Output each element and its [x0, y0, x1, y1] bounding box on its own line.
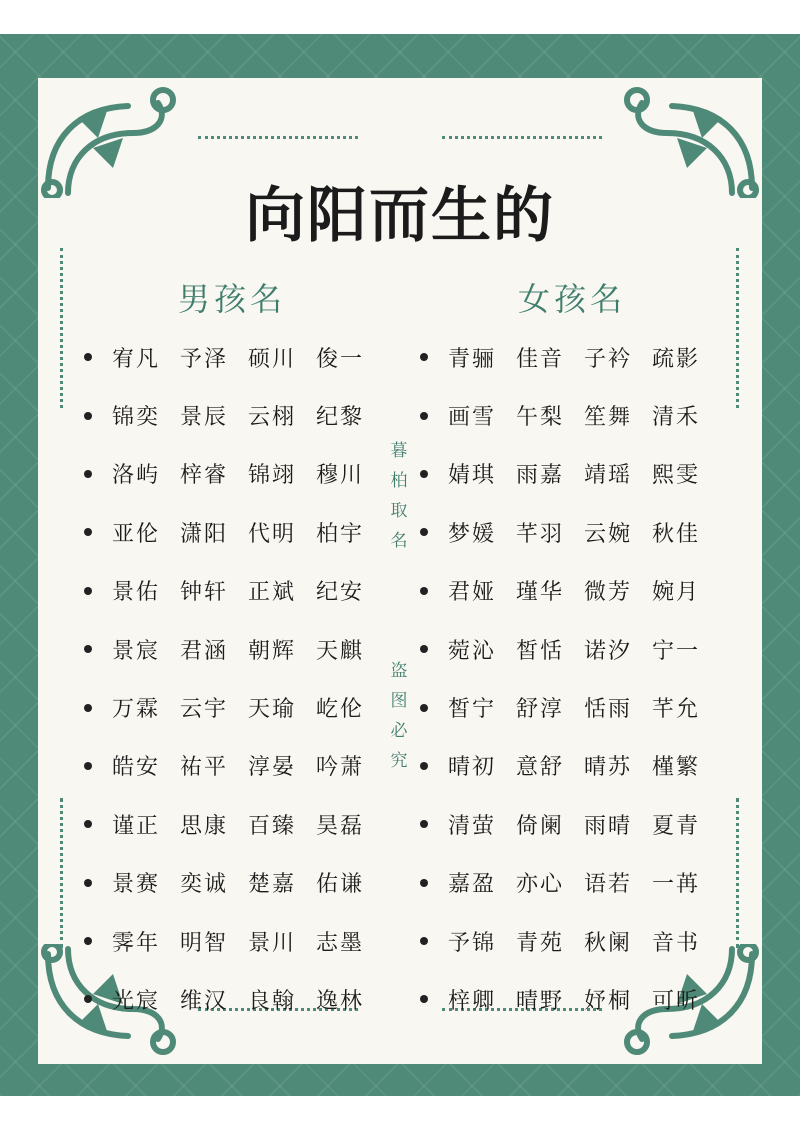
girl-name: 云婉 — [584, 521, 633, 547]
girl-name: 画雪 — [448, 405, 497, 431]
watermark-char: 图 — [390, 691, 408, 711]
boy-name: 祐平 — [180, 755, 229, 781]
girl-name: 夏青 — [652, 813, 701, 839]
dotted-divider — [198, 136, 358, 139]
bullet-icon — [420, 995, 428, 1003]
girl-name: 语若 — [584, 872, 633, 898]
girl-name: 瑾华 — [516, 580, 565, 606]
girl-row — [420, 970, 720, 1028]
dotted-divider — [60, 248, 63, 408]
bullet-icon — [84, 995, 92, 1003]
boy-name: 俊一 — [316, 346, 365, 372]
boy-name: 予泽 — [180, 346, 229, 372]
bullet-icon — [420, 820, 428, 828]
bullet-icon — [84, 587, 92, 595]
boy-name: 纪黎 — [316, 405, 365, 431]
boy-row — [84, 912, 384, 970]
girl-name: 秋阑 — [584, 930, 633, 956]
boy-row — [84, 562, 384, 620]
bullet-icon — [84, 528, 92, 536]
watermark-char: 名 — [390, 531, 408, 551]
girls-name-list — [420, 328, 720, 1029]
bullet-icon — [420, 470, 428, 478]
boy-name: 思康 — [180, 813, 229, 839]
boy-row — [84, 970, 384, 1028]
girl-row — [420, 503, 720, 561]
bullet-icon — [84, 820, 92, 828]
girl-name: 笙舞 — [584, 405, 633, 431]
girl-name: 雨嘉 — [516, 463, 565, 489]
bullet-icon — [420, 762, 428, 770]
boy-name: 景佑 — [112, 580, 161, 606]
page-title: 向阳而生的 — [245, 181, 555, 251]
girl-name: 君娅 — [448, 580, 497, 606]
girl-row — [420, 912, 720, 970]
boy-name: 志墨 — [316, 930, 365, 956]
boy-row — [84, 445, 384, 503]
bullet-icon — [420, 353, 428, 361]
boy-name: 皓安 — [112, 755, 161, 781]
boy-name: 光宸 — [112, 988, 161, 1014]
boy-row — [84, 620, 384, 678]
girl-name: 皙恬 — [516, 638, 565, 664]
boy-name: 君涵 — [180, 638, 229, 664]
girl-name: 清萤 — [448, 813, 497, 839]
boy-name: 逸林 — [316, 988, 365, 1014]
girl-name: 宁一 — [652, 638, 701, 664]
watermark-char: 暮 — [390, 441, 408, 461]
boy-row — [84, 328, 384, 386]
boy-name: 梓睿 — [180, 463, 229, 489]
boy-name: 奕诚 — [180, 872, 229, 898]
girl-name: 梦媛 — [448, 521, 497, 547]
boy-name: 亚伦 — [112, 521, 161, 547]
boy-name: 纪安 — [316, 580, 365, 606]
girl-row — [420, 678, 720, 736]
boy-name: 正斌 — [248, 580, 297, 606]
girl-name: 芊允 — [652, 697, 701, 723]
boy-name: 万霖 — [112, 697, 161, 723]
girl-name: 青苑 — [516, 930, 565, 956]
boy-name: 良翰 — [248, 988, 297, 1014]
watermark-vertical-top — [384, 436, 414, 556]
girl-name: 晴野 — [516, 988, 565, 1014]
girl-name: 午梨 — [516, 405, 565, 431]
boy-name: 昊磊 — [316, 813, 365, 839]
bullet-icon — [84, 645, 92, 653]
boy-name: 淳晏 — [248, 755, 297, 781]
boy-name: 锦翊 — [248, 463, 297, 489]
bullet-icon — [84, 762, 92, 770]
girl-name: 青骊 — [448, 346, 497, 372]
boy-name: 天麒 — [316, 638, 365, 664]
girl-name: 佳音 — [516, 346, 565, 372]
girl-row — [420, 445, 720, 503]
dotted-divider — [442, 136, 602, 139]
boy-name: 洛屿 — [112, 463, 161, 489]
boy-name: 柏宇 — [316, 521, 365, 547]
bullet-icon — [420, 704, 428, 712]
boy-name: 代明 — [248, 521, 297, 547]
dotted-divider — [60, 798, 63, 948]
girl-name: 恬雨 — [584, 697, 633, 723]
girl-name: 妤桐 — [584, 988, 633, 1014]
boy-name: 钟轩 — [180, 580, 229, 606]
bullet-icon — [420, 879, 428, 887]
bullet-icon — [84, 937, 92, 945]
boy-name: 云宇 — [180, 697, 229, 723]
boy-name: 景赛 — [112, 872, 161, 898]
boy-name: 霁年 — [112, 930, 161, 956]
girl-name: 靖瑶 — [584, 463, 633, 489]
girl-name: 予锦 — [448, 930, 497, 956]
girl-name: 芊羽 — [516, 521, 565, 547]
girl-name: 倚阑 — [516, 813, 565, 839]
bullet-icon — [420, 587, 428, 595]
dotted-divider — [736, 798, 739, 948]
boy-row — [84, 854, 384, 912]
girl-name: 亦心 — [516, 872, 565, 898]
boy-name: 穆川 — [316, 463, 365, 489]
girl-row — [420, 795, 720, 853]
girl-name: 槿繁 — [652, 755, 701, 781]
girl-name: 秋佳 — [652, 521, 701, 547]
boy-row — [84, 795, 384, 853]
girl-row — [420, 854, 720, 912]
girl-name: 可昕 — [652, 988, 701, 1014]
bullet-icon — [84, 704, 92, 712]
girl-name: 晴初 — [448, 755, 497, 781]
boys-name-list — [84, 328, 384, 1029]
boy-name: 维汉 — [180, 988, 229, 1014]
watermark-char: 盗 — [390, 661, 408, 681]
boy-name: 天瑜 — [248, 697, 297, 723]
boys-heading: 男孩名 — [178, 280, 287, 318]
boy-name: 楚嘉 — [248, 872, 297, 898]
bullet-icon — [84, 879, 92, 887]
girl-row — [420, 562, 720, 620]
watermark-char: 究 — [390, 751, 408, 771]
boy-name: 潇阳 — [180, 521, 229, 547]
girl-name: 婉月 — [652, 580, 701, 606]
girl-name: 嘉盈 — [448, 872, 497, 898]
bullet-icon — [420, 412, 428, 420]
girl-name: 舒淳 — [516, 697, 565, 723]
decorative-frame — [0, 34, 800, 1096]
bullet-icon — [420, 937, 428, 945]
boy-name: 佑谦 — [316, 872, 365, 898]
girl-row — [420, 328, 720, 386]
boy-name: 百臻 — [248, 813, 297, 839]
boy-name: 谨正 — [112, 813, 161, 839]
bullet-icon — [420, 645, 428, 653]
bullet-icon — [84, 412, 92, 420]
content-card — [38, 78, 762, 1064]
boy-name: 云栩 — [248, 405, 297, 431]
watermark-char: 必 — [390, 721, 408, 741]
bullet-icon — [420, 528, 428, 536]
boy-row — [84, 737, 384, 795]
boy-row — [84, 386, 384, 444]
boy-name: 朝辉 — [248, 638, 297, 664]
girl-name: 音书 — [652, 930, 701, 956]
girl-row — [420, 386, 720, 444]
boy-name: 景川 — [248, 930, 297, 956]
girls-heading: 女孩名 — [518, 280, 627, 318]
girl-name: 诺汐 — [584, 638, 633, 664]
girl-name: 菀沁 — [448, 638, 497, 664]
girl-name: 婧琪 — [448, 463, 497, 489]
girl-name: 熙雯 — [652, 463, 701, 489]
girl-row — [420, 620, 720, 678]
girl-name: 子衿 — [584, 346, 633, 372]
boy-row — [84, 678, 384, 736]
girl-name: 疏影 — [652, 346, 701, 372]
girl-name: 梓卿 — [448, 988, 497, 1014]
boy-name: 宥凡 — [112, 346, 161, 372]
boy-row — [84, 503, 384, 561]
girl-name: 皙宁 — [448, 697, 497, 723]
girl-name: 晴苏 — [584, 755, 633, 781]
watermark-vertical-bottom — [384, 656, 414, 776]
girl-name: 雨晴 — [584, 813, 633, 839]
girl-name: 清禾 — [652, 405, 701, 431]
girl-name: 意舒 — [516, 755, 565, 781]
boy-name: 屹伦 — [316, 697, 365, 723]
girl-row — [420, 737, 720, 795]
boy-name: 明智 — [180, 930, 229, 956]
boy-name: 吟萧 — [316, 755, 365, 781]
bullet-icon — [84, 353, 92, 361]
watermark-char: 柏 — [390, 471, 408, 491]
boy-name: 景宸 — [112, 638, 161, 664]
boy-name: 锦奕 — [112, 405, 161, 431]
dotted-divider — [736, 248, 739, 408]
watermark-char: 取 — [390, 501, 408, 521]
girl-name: 微芳 — [584, 580, 633, 606]
girl-name: 一苒 — [652, 872, 701, 898]
boy-name: 景辰 — [180, 405, 229, 431]
boy-name: 硕川 — [248, 346, 297, 372]
bullet-icon — [84, 470, 92, 478]
